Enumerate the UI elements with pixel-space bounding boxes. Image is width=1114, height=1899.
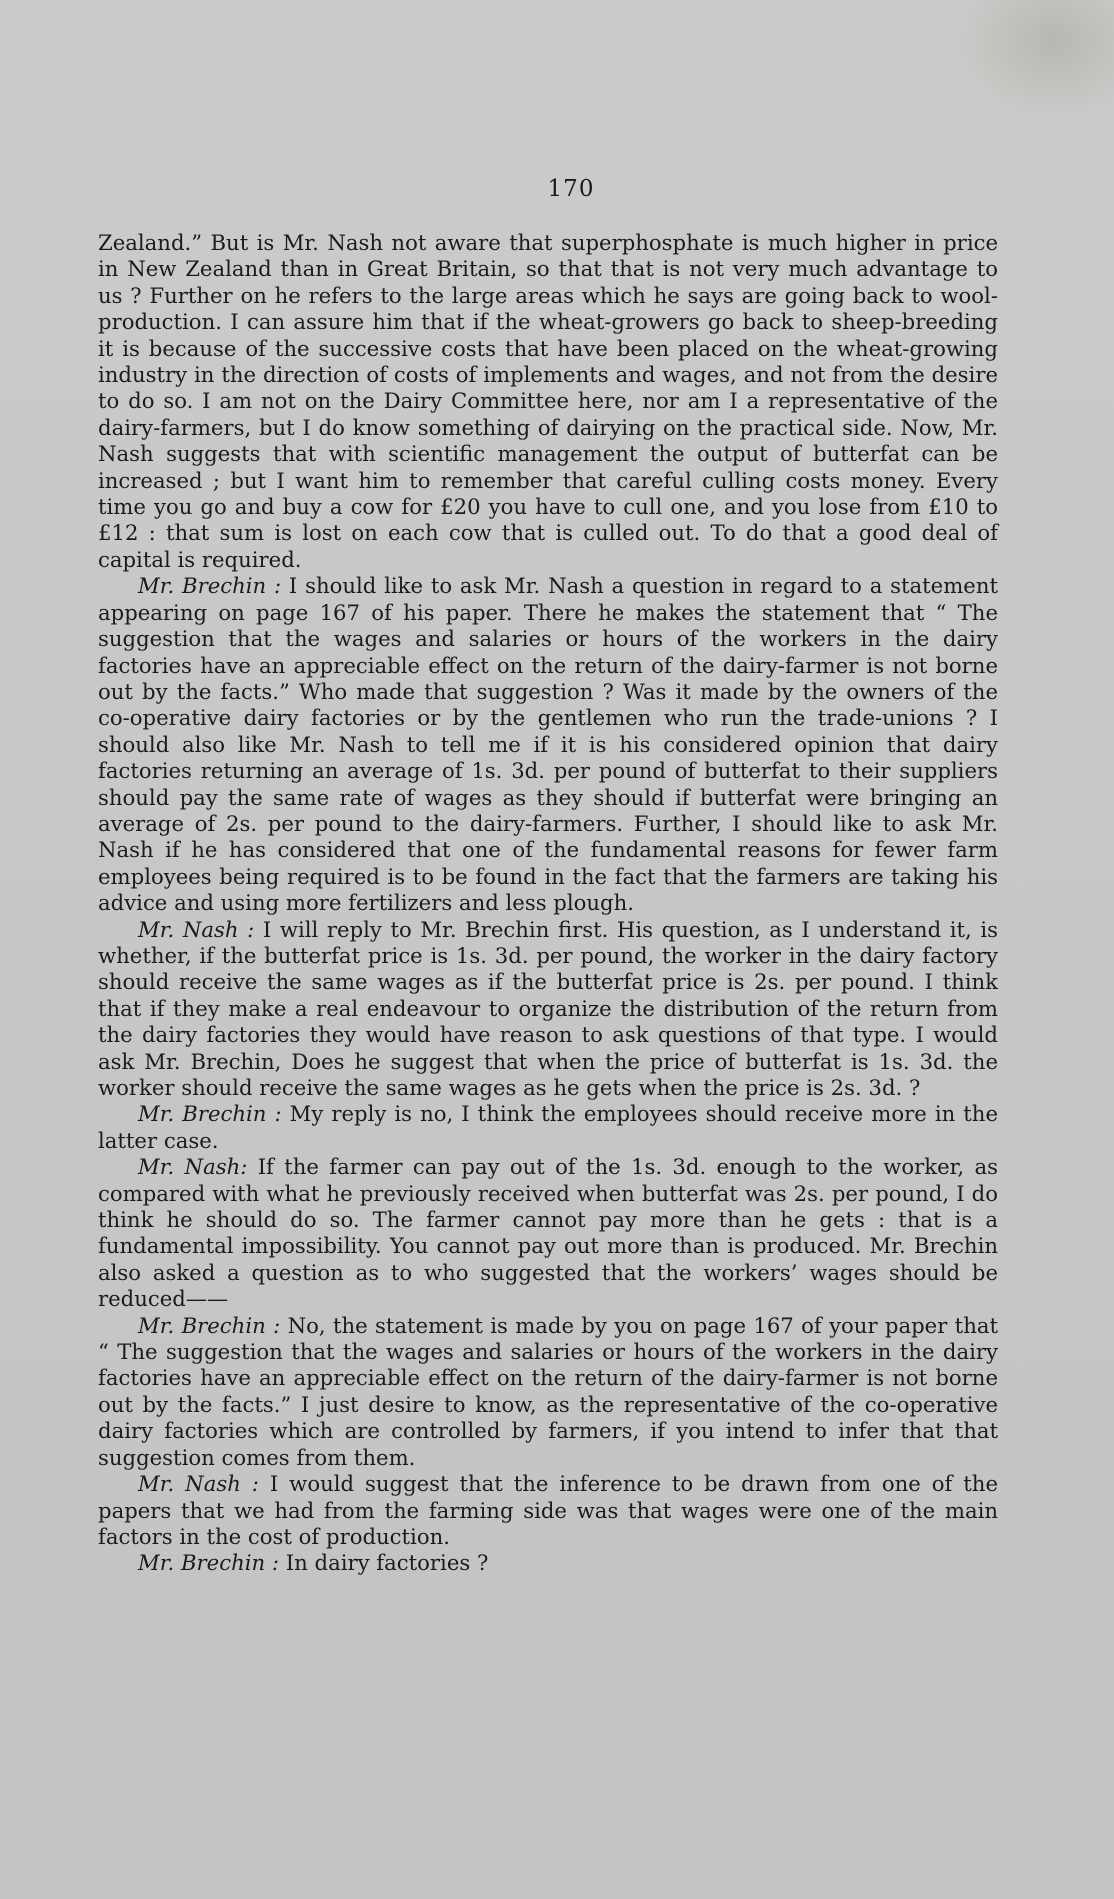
paragraph-text: My reply is no, I think the employees should receive more in the latter case. — [98, 1101, 998, 1153]
paragraph — [98, 1550, 998, 1576]
paragraph-text: I would suggest that the inference to be drawn from one of the papers that we had from the farming side was that wages were one of the main factors in the cost of production. — [98, 1471, 998, 1549]
paragraph-text: No, the statement is made by you on page 167 of your paper that “ The suggestion that the wages and salaries or hours of the workers in the dairy factories have an appreciable effect on the return of the dairy-farmer is not borne out by the facts.” I just desire to know, as the representative of the co-operative dairy factories which are controlled by farmers, if you intend to infer that that suggestion comes from them. — [98, 1312, 998, 1470]
paragraph — [98, 1154, 998, 1312]
paragraph-text: I will reply to Mr. Brechin first. His question, as I understand it, is whether, if the butterfat price is 1s. 3d. per pound, the worker in the dairy factory should receive the same wages as if the butterfat price is 2s. per pound. I think that if they make a real endeavour to organize the distribution of the return from the dairy factories they would have reason to ask questions of that type. I would ask Mr. Brechin, Does he suggest that when the price of butterfat is 1s. 3d. the worker should receive the same wages as he gets when the price is 2s. 3d. ? — [98, 916, 999, 1100]
paragraph-text: In dairy factories ? — [279, 1550, 489, 1576]
paragraph — [98, 230, 998, 573]
speaker-name: Mr. Brechin : — [138, 1101, 282, 1127]
body-text — [98, 230, 998, 1577]
speaker-name: Mr. Nash: — [138, 1154, 248, 1180]
page-number: 170 — [547, 176, 595, 202]
speaker-name: Mr. Nash : — [138, 1471, 259, 1497]
speaker-name: Mr. Brechin : — [138, 573, 282, 599]
paragraph — [98, 1313, 998, 1471]
paragraph-text: If the farmer can pay out of the 1s. 3d. enough to the worker, as compared with what he previously received when butterfat was 2s. per pound, I do think he should do so. The farmer cannot pay more than he gets : that is a fundamental impossibility. You cannot pay out more than is produced. Mr. Brechin also asked a question as to who suggested that the workers’ wages should be reduced—— — [98, 1154, 998, 1312]
paragraph — [98, 573, 998, 916]
speaker-name: Mr. Brechin : — [138, 1550, 280, 1576]
paragraph — [98, 1101, 998, 1154]
paragraph — [98, 917, 998, 1102]
paragraph-text: I should like to ask Mr. Nash a question in regard to a statement appearing on page 167 of his paper. There he makes the statement that “ The suggestion that the wages and salaries or hours of the workers in the dairy factories have an appreciable effect on the return of the dairy-farmer is not borne out by the facts.” Who made that suggestion ? Was it made by the owners of the co-operative dairy factories or by the gentlemen who run the trade-unions ? I should also like Mr. Nash to tell me if it is his considered opinion that dairy factories returning an average of 1s. 3d. per pound of butterfat to their suppliers should pay the same rate of wages as they should if butterfat were bringing an average of 2s. per pound to the dairy-farmers. Further, I should like to ask Mr. Nash if he has considered that one of the fundamental reasons for fewer farm employees being required is to be found in the fact that the farmers are taking his advice and using more fertilizers and less plough. — [98, 573, 998, 916]
paragraph — [98, 1471, 998, 1550]
paragraph-text: Zealand.” But is Mr. Nash not aware that superphosphate is much higher in price in New Zealand than in Great Britain, so that that is not very much advantage to us ? Further on he refers to the large areas which he says are going back to wool-production. I can assure him that if the wheat-growers go back to sheep-breeding it is because of the successive costs that have been placed on the wheat-growing industry in the direction of costs of implements and wages, and not from the desire to do so. I am not on the Dairy Committee here, nor am I a representative of the dairy-farmers, but I do know something of dairying on the practical side. Now, Mr. Nash suggests that with scientific management the output of butterfat can be increased ; but I want him to remember that careful culling costs money. Every time you go and buy a cow for £20 you have to cull one, and you lose from £10 to £12 : that sum is lost on each cow that is culled out. To do that a good deal of capital is required. — [98, 230, 998, 572]
speaker-name: Mr. Nash : — [138, 916, 255, 942]
speaker-name: Mr. Brechin : — [138, 1312, 281, 1338]
page-corner-shadow — [954, 0, 1114, 120]
